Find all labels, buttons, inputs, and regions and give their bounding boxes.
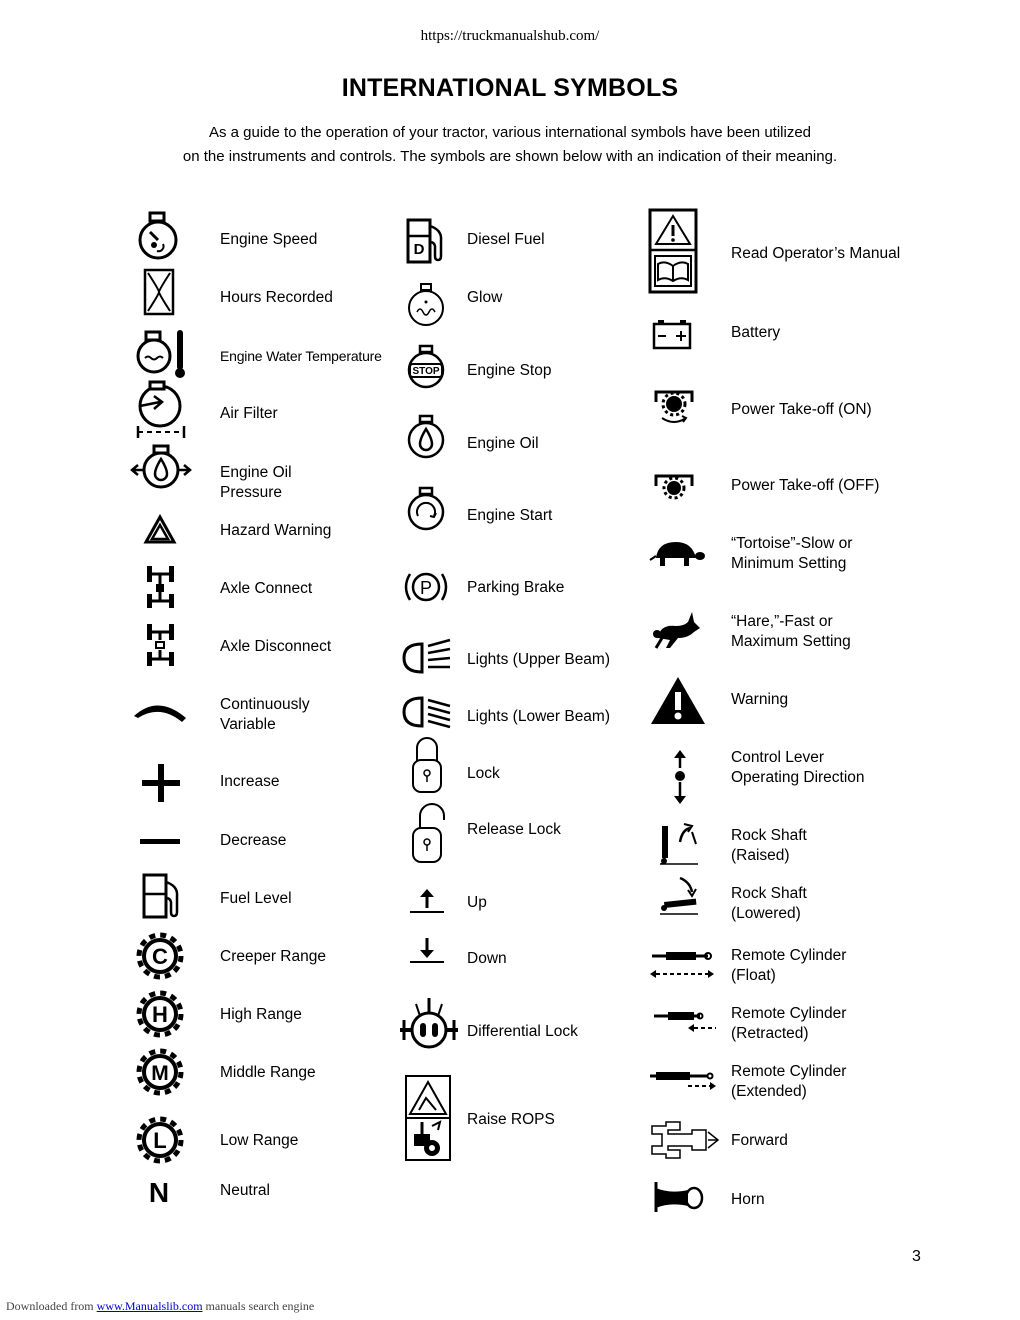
label-warning: Warning <box>731 691 789 708</box>
read-manual-icon <box>648 208 700 296</box>
remote-cylinder-float-icon <box>648 940 718 984</box>
label-continuously-variable <box>220 695 310 734</box>
label-line-1: Engine Oil <box>220 464 292 481</box>
parking-brake-icon <box>400 566 456 608</box>
label-raise-rops: Raise ROPS <box>467 1111 555 1128</box>
middle-range-icon <box>130 1046 190 1098</box>
label-pto-on: Power Take-off (ON) <box>731 401 872 418</box>
label-line-2: (Extended) <box>731 1082 807 1100</box>
range-letter: H <box>152 1002 168 1027</box>
label-release-lock: Release Lock <box>467 821 561 838</box>
label-rock-shaft-raised <box>731 826 807 865</box>
plus-icon <box>130 760 190 806</box>
label-diesel-fuel: Diesel Fuel <box>467 231 545 248</box>
engine-start-icon <box>400 486 456 534</box>
footer-link[interactable]: www.Manualslib.com <box>96 1299 203 1313</box>
intro-line-2: on the instruments and controls. The symbols are shown below with an indication of their meaning. <box>182 148 838 165</box>
label-engine-speed: Engine Speed <box>220 231 318 248</box>
label-line-2: Operating Direction <box>731 768 865 786</box>
label-line-1: Remote Cylinder <box>731 1005 847 1022</box>
label-pto-off: Power Take-off (OFF) <box>731 477 880 494</box>
label-creeper-range: Creeper Range <box>220 948 326 965</box>
up-icon <box>400 884 456 920</box>
footer-suffix: manuals search engine <box>205 1299 315 1313</box>
label-battery: Battery <box>731 324 781 341</box>
intro-line-1: As a guide to the operation of your tractor, various international symbols have been utilized <box>208 124 812 141</box>
label-line-2: Variable <box>220 715 276 733</box>
pto-on-icon <box>648 386 700 430</box>
remote-cylinder-extended-icon <box>648 1062 718 1098</box>
minus-icon <box>130 826 190 856</box>
label-hours-recorded: Hours Recorded <box>220 289 333 306</box>
label-down: Down <box>467 950 507 967</box>
low-range-icon <box>130 1114 190 1166</box>
label-parking-brake: Parking Brake <box>467 579 565 596</box>
label-line-1: “Tortoise”-Slow or <box>731 535 853 552</box>
footer <box>6 1299 314 1314</box>
neutral-icon <box>130 1174 190 1210</box>
pto-off-icon <box>648 470 700 504</box>
rock-shaft-lowered-icon <box>648 876 704 920</box>
label-remote-cylinder-float <box>731 946 846 985</box>
down-icon <box>400 936 456 972</box>
label-rock-shaft-lowered <box>731 884 807 923</box>
label-horn: Horn <box>731 1191 765 1208</box>
label-hare <box>731 612 851 651</box>
label-lights-upper-beam: Lights (Upper Beam) <box>467 651 611 668</box>
engine-oil-icon <box>400 414 456 462</box>
engine-speed-icon <box>130 210 186 266</box>
horn-icon <box>648 1176 708 1218</box>
lights-lower-beam-icon <box>400 692 456 736</box>
label-line-1: Remote Cylinder <box>731 1063 847 1080</box>
label-high-range: High Range <box>220 1006 302 1023</box>
label-middle-range: Middle Range <box>220 1064 316 1081</box>
label-decrease: Decrease <box>220 832 287 849</box>
continuously-variable-icon <box>130 690 190 730</box>
label-line-2: Maximum Setting <box>731 632 851 650</box>
label-line-2: Minimum Setting <box>731 554 847 572</box>
label-engine-start: Engine Start <box>467 507 553 524</box>
high-range-icon <box>130 988 190 1040</box>
differential-lock-icon <box>398 996 460 1058</box>
page-number: 3 <box>912 1248 921 1265</box>
source-url: https://truckmanualshub.com/ <box>420 28 600 44</box>
label-neutral: Neutral <box>220 1182 270 1199</box>
label-read-operators-manual: Read Operator’s Manual <box>731 245 901 262</box>
stop-text: STOP <box>412 366 440 377</box>
label-engine-oil-pressure <box>220 463 292 502</box>
diesel-letter: D <box>413 241 425 258</box>
parking-letter: P <box>419 578 433 598</box>
warning-icon <box>648 674 708 728</box>
engine-stop-icon <box>400 344 456 390</box>
label-up: Up <box>467 894 487 911</box>
label-increase: Increase <box>220 773 280 790</box>
label-forward: Forward <box>731 1132 788 1149</box>
label-remote-cylinder-extended <box>731 1062 846 1101</box>
axle-connect-icon <box>130 562 190 612</box>
label-engine-stop: Engine Stop <box>467 362 552 379</box>
rock-shaft-raised-icon <box>648 820 704 868</box>
range-letter: L <box>153 1128 167 1153</box>
release-lock-icon <box>400 800 456 866</box>
label-line-1: “Hare,”-Fast or <box>731 613 833 630</box>
label-line-2: Pressure <box>220 483 283 501</box>
forward-icon <box>648 1118 730 1162</box>
label-line-2: (Float) <box>731 966 776 984</box>
page-title: INTERNATIONAL SYMBOLS <box>341 74 679 102</box>
range-letter: C <box>152 944 168 969</box>
battery-icon <box>648 316 698 352</box>
range-letter: M <box>151 1062 169 1085</box>
footer-prefix: Downloaded from <box>6 1299 94 1313</box>
label-axle-connect: Axle Connect <box>220 580 313 597</box>
label-air-filter: Air Filter <box>220 405 278 422</box>
label-line-1: Remote Cylinder <box>731 947 847 964</box>
label-control-lever <box>731 748 865 787</box>
label-engine-oil: Engine Oil <box>467 435 539 452</box>
label-engine-water-temperature: Engine Water Temperature <box>220 348 382 364</box>
label-line-1: Rock Shaft <box>731 885 807 902</box>
engine-oil-pressure-icon <box>130 444 192 492</box>
label-axle-disconnect: Axle Disconnect <box>220 638 332 655</box>
neutral-letter: N <box>148 1177 170 1208</box>
label-fuel-level: Fuel Level <box>220 890 292 907</box>
label-line-2: (Raised) <box>731 846 790 864</box>
label-line-1: Continuously <box>220 696 310 713</box>
glow-icon <box>400 282 456 332</box>
label-lock: Lock <box>467 765 500 782</box>
label-lights-lower-beam: Lights (Lower Beam) <box>467 708 611 725</box>
label-differential-lock: Differential Lock <box>467 1023 578 1040</box>
label-low-range: Low Range <box>220 1132 299 1149</box>
hourglass-icon <box>130 268 186 318</box>
label-hazard-warning: Hazard Warning <box>220 522 332 539</box>
label-remote-cylinder-retracted <box>731 1004 846 1043</box>
creeper-range-icon <box>130 930 190 982</box>
hare-icon <box>648 608 704 654</box>
lights-upper-beam-icon <box>400 636 456 680</box>
hazard-warning-icon <box>130 512 190 548</box>
diesel-fuel-icon <box>400 216 456 266</box>
lock-icon <box>400 734 456 796</box>
label-line-2: (Lowered) <box>731 904 801 922</box>
tortoise-icon <box>648 534 704 574</box>
label-glow: Glow <box>467 289 503 306</box>
air-filter-icon <box>130 382 190 440</box>
axle-disconnect-icon <box>130 620 190 670</box>
engine-water-temperature-icon <box>130 328 190 380</box>
fuel-level-icon <box>130 872 190 920</box>
control-lever-icon <box>648 746 700 810</box>
raise-rops-icon <box>404 1074 454 1162</box>
remote-cylinder-retracted-icon <box>648 1004 718 1040</box>
label-line-1: Control Lever <box>731 749 825 766</box>
label-tortoise <box>731 534 852 573</box>
label-line-1: Rock Shaft <box>731 827 807 844</box>
label-line-2: (Retracted) <box>731 1024 809 1042</box>
